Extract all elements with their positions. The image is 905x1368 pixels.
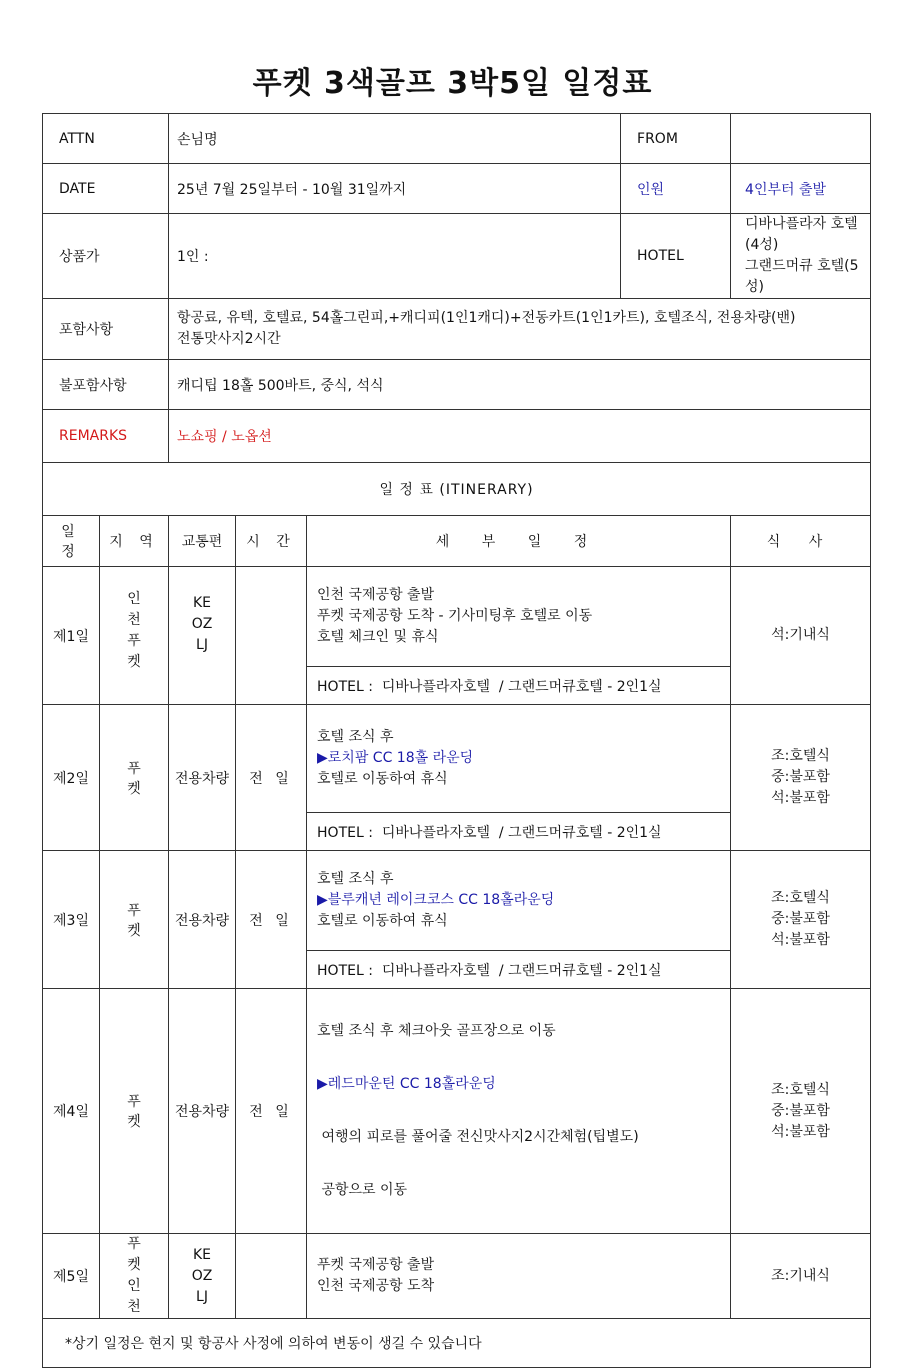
itinerary-header-row <box>43 516 871 567</box>
price-row <box>43 214 871 299</box>
detail-schedule <box>307 989 731 1234</box>
meal-line: 석:불포함 <box>771 790 830 806</box>
detail-schedule <box>307 705 731 813</box>
detail-schedule <box>307 851 731 951</box>
people-label: 인원 <box>621 164 731 214</box>
detail-schedule <box>307 1234 731 1319</box>
detail-line: 인천 국제공항 도착 <box>317 1278 435 1294</box>
transport-line: KE <box>193 1246 212 1263</box>
remarks-label: REMARKS <box>43 410 169 463</box>
detail-line: 공항으로 이동 <box>317 1182 408 1198</box>
excluded-value: 캐디팁 18홀 500바트, 중식, 석식 <box>169 360 871 410</box>
day-row <box>43 989 871 1234</box>
date-value: 25년 7월 25일부터 - 10월 31일까지 <box>169 164 621 214</box>
region: 푸 켓 <box>100 705 169 851</box>
included-line: 전통맛사지2시간 <box>177 331 281 347</box>
date-label: DATE <box>43 164 169 214</box>
detail-line: 호텔로 이동하여 휴식 <box>317 771 448 787</box>
day-label: 제5일 <box>43 1234 100 1319</box>
hotel-label: HOTEL <box>621 214 731 299</box>
itinerary-title-row <box>43 463 871 516</box>
meal-line: 조:호텔식 <box>771 748 830 764</box>
meals <box>731 989 871 1234</box>
detail-line: 호텔 조식 후 체크아웃 골프장으로 이동 <box>317 1023 556 1039</box>
day-hotel: HOTEL : 디바나플라자호텔 / 그랜드머큐호텔 - 2인1실 <box>307 667 731 705</box>
transport-line: OZ <box>191 1267 213 1284</box>
price-label: 상품가 <box>43 214 169 299</box>
day-label: 제1일 <box>43 567 100 705</box>
transport-line: LJ <box>196 637 208 653</box>
itinerary-title: 일 정 표 (ITINERARY) <box>43 463 871 516</box>
attn-label: ATTN <box>43 114 169 164</box>
hotel-line: 그랜드머큐 호텔(5성) <box>745 258 859 295</box>
time: 전 일 <box>236 705 307 851</box>
region-line: 인 천 <box>127 591 155 628</box>
meal-line: 중:불포함 <box>771 769 830 785</box>
transport <box>169 567 236 705</box>
day-row <box>43 705 871 813</box>
header-meals: 식 사 <box>731 516 871 567</box>
transport <box>169 1234 236 1319</box>
header-region: 지 역 <box>100 516 169 567</box>
attn-row <box>43 114 871 164</box>
excluded-label: 불포함사항 <box>43 360 169 410</box>
transport-line: LJ <box>196 1288 208 1305</box>
included-line: 항공료, 유텍, 호텔료, 54홀그린피,+캐디피(1인1캐디)+전동카트(1인1카트), 호텔조식, 전용차량(밴) <box>177 310 796 326</box>
from-label: FROM <box>621 114 731 164</box>
meal-line: 석:불포함 <box>771 932 830 948</box>
transport-line: KE <box>193 595 212 611</box>
detail-line: 호텔로 이동하여 휴식 <box>317 913 448 929</box>
region: 푸 켓 <box>100 851 169 989</box>
meals <box>731 705 871 851</box>
footnote-row <box>43 1319 871 1368</box>
detail-line: 호텔 조식 후 <box>317 729 394 745</box>
detail-line: 인천 국제공항 출발 <box>317 587 435 603</box>
included-row <box>43 299 871 360</box>
transport: 전용차량 <box>169 851 236 989</box>
meal-line: 중:불포함 <box>771 911 830 927</box>
region <box>100 567 169 705</box>
time: 전 일 <box>236 851 307 989</box>
header-transport: 교통편 <box>169 516 236 567</box>
region-line: 푸 켓 <box>127 1236 155 1273</box>
meal-line: 석:기내식 <box>771 627 830 643</box>
time <box>236 567 307 705</box>
detail-line: 호텔 체크인 및 휴식 <box>317 629 439 645</box>
region: 푸 켓 <box>100 989 169 1234</box>
day-label: 제2일 <box>43 705 100 851</box>
detail-line: 호텔 조식 후 <box>317 871 394 887</box>
people-value: 4인부터 출발 <box>731 164 871 214</box>
footnote: *상기 일정은 현지 및 항공사 사정에 의하여 변동이 생길 수 있습니다 <box>43 1319 871 1368</box>
day-row <box>43 1234 871 1319</box>
detail-schedule <box>307 567 731 667</box>
meal-line: 조:기내식 <box>771 1267 830 1284</box>
header-details: 세 부 일 정 <box>307 516 731 567</box>
region-line: 인 천 <box>127 1278 155 1315</box>
day-hotel: HOTEL : 디바나플라자호텔 / 그랜드머큐호텔 - 2인1실 <box>307 951 731 989</box>
transport-line: OZ <box>191 616 213 632</box>
meals <box>731 567 871 705</box>
itinerary-document-table <box>42 113 871 1368</box>
region-line: 푸 켓 <box>127 633 155 670</box>
detail-line: 푸켓 국제공항 도착 - 기사미팅후 호텔로 이동 <box>317 608 593 624</box>
detail-line: 여행의 피로를 풀어줄 전신맛사지2시간체험(팁별도) <box>317 1129 639 1145</box>
header-time: 시 간 <box>236 516 307 567</box>
from-value <box>731 114 871 164</box>
day-row <box>43 567 871 667</box>
included-label: 포함사항 <box>43 299 169 360</box>
golf-round-line: ▶블루캐년 레이크코스 CC 18홀라운딩 <box>317 892 555 908</box>
transport: 전용차량 <box>169 989 236 1234</box>
header-day: 일 정 <box>43 516 100 567</box>
price-value: 1인 : <box>169 214 621 299</box>
day-row <box>43 851 871 951</box>
transport: 전용차량 <box>169 705 236 851</box>
remarks-row <box>43 410 871 463</box>
excluded-row <box>43 360 871 410</box>
golf-round-line: ▶로치팜 CC 18홀 라운딩 <box>317 750 474 766</box>
hotel-list <box>731 214 871 299</box>
golf-round-line: ▶레드마운틴 CC 18홀라운딩 <box>317 1076 496 1092</box>
detail-line: 푸켓 국제공항 출발 <box>317 1257 435 1273</box>
meals <box>731 1234 871 1319</box>
attn-value: 손님명 <box>169 114 621 164</box>
meal-line: 중:불포함 <box>771 1102 830 1119</box>
day-hotel: HOTEL : 디바나플라자호텔 / 그랜드머큐호텔 - 2인1실 <box>307 813 731 851</box>
region <box>100 1234 169 1319</box>
hotel-line: 디바나플라자 호텔(4성) <box>745 216 858 253</box>
page-title: 푸켓 3색골프 3박5일 일정표 <box>252 66 653 101</box>
remarks-value: 노쇼핑 / 노옵션 <box>169 410 871 463</box>
meal-line: 석:불포함 <box>771 1123 830 1140</box>
day-label: 제4일 <box>43 989 100 1234</box>
date-row <box>43 164 871 214</box>
meal-line: 조:호텔식 <box>771 1081 830 1098</box>
time <box>236 1234 307 1319</box>
meals <box>731 851 871 989</box>
meal-line: 조:호텔식 <box>771 890 830 906</box>
included-value <box>169 299 871 360</box>
day-label: 제3일 <box>43 851 100 989</box>
time: 전 일 <box>236 989 307 1234</box>
